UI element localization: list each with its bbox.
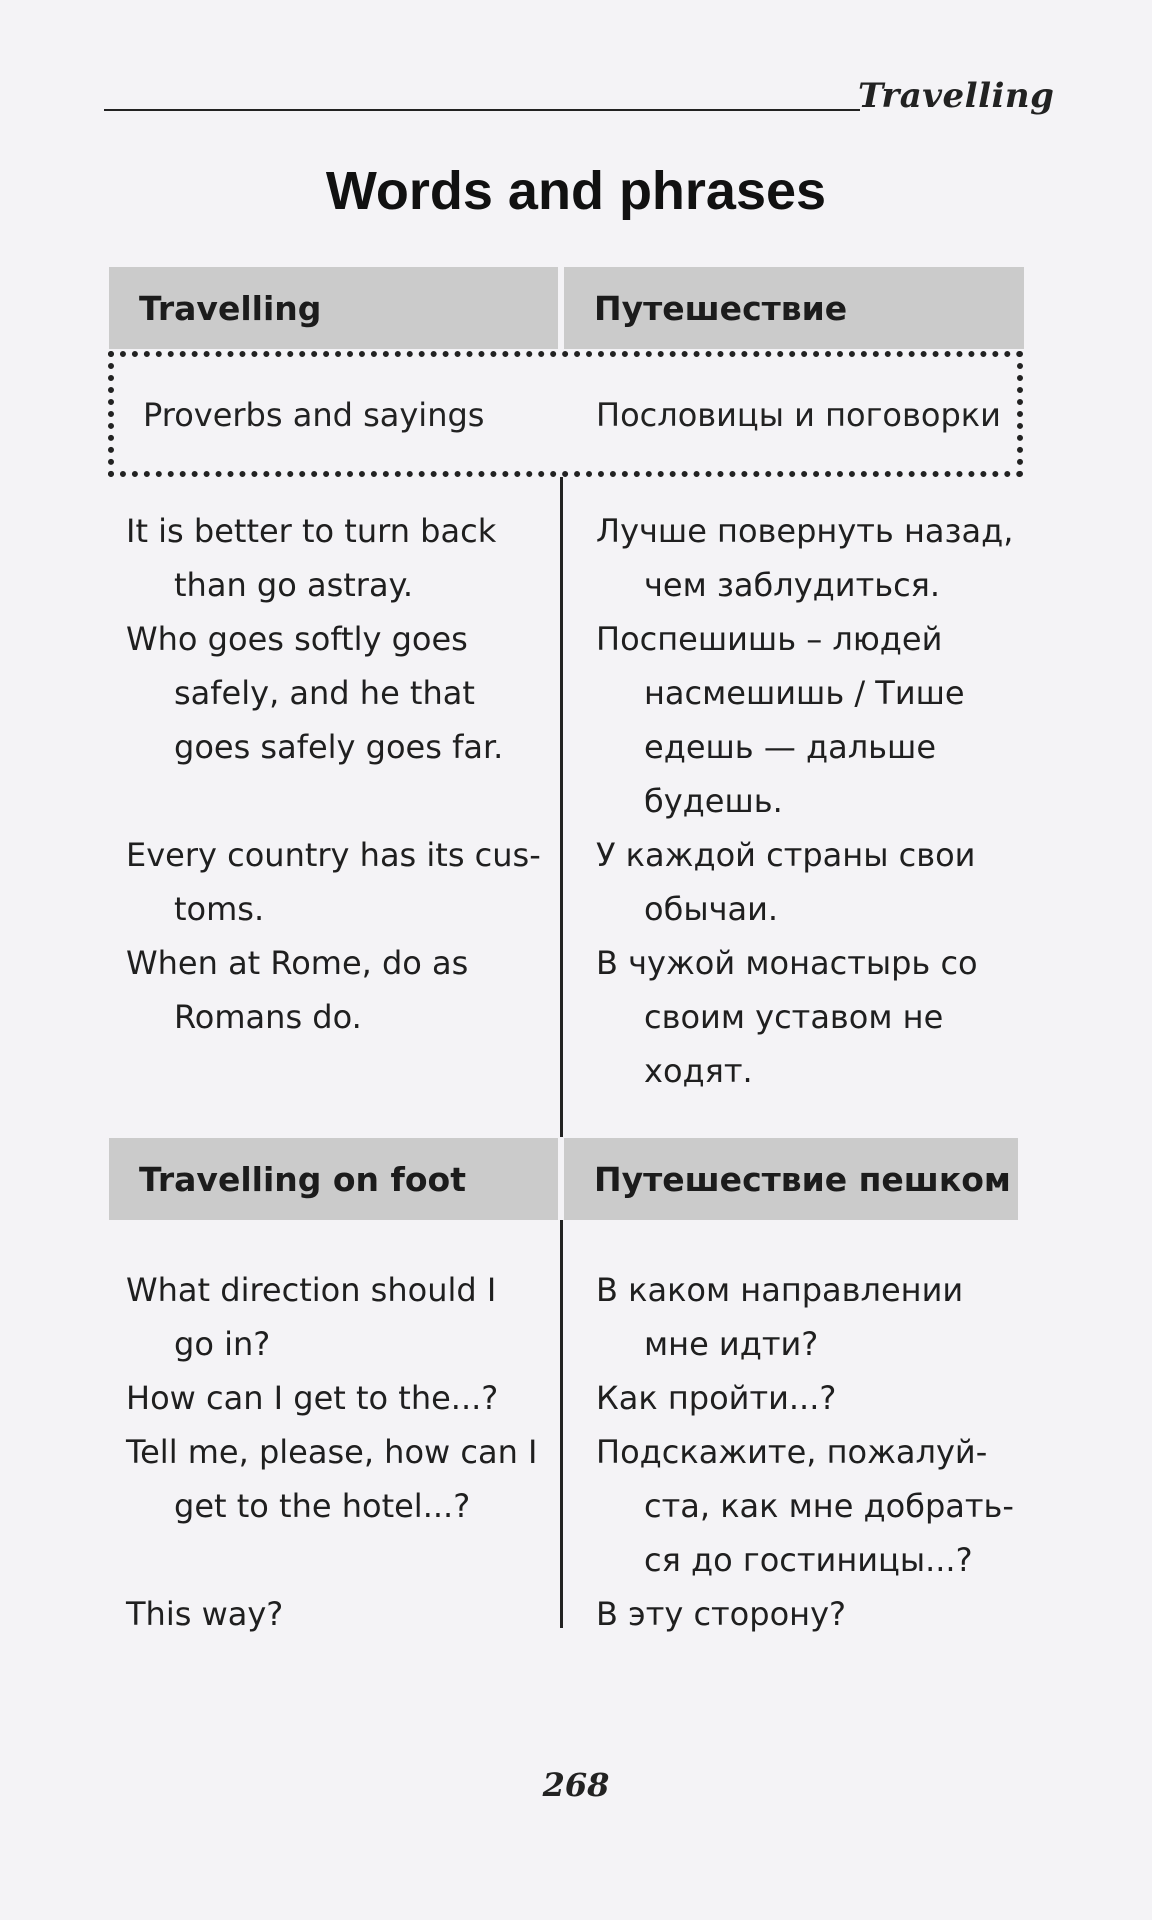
phrase-ru-2: Как пройти...?	[596, 1379, 837, 1417]
section2-header-ru: Путешествие пешком	[564, 1138, 1018, 1220]
proverb-ru-4: В чужой монастырь со своим уставом не ходят.	[596, 944, 978, 1090]
page-number: 268	[542, 1766, 610, 1804]
proverb-en-3: Every country has its cus-toms.	[126, 836, 541, 928]
proverb-en-2: Who goes softly goes safely, and he that goes safely goes far.	[126, 620, 504, 766]
subheader-ru: Пословицы и поговорки	[596, 396, 1001, 434]
column-divider-1	[560, 477, 563, 1137]
section2-header-en: Travelling on foot	[109, 1138, 558, 1220]
proverbs-ru-column	[596, 504, 1016, 1098]
section1-header-ru: Путешествие	[564, 267, 1024, 349]
proverb-ru-3: У каждой страны свои обычаи.	[596, 836, 976, 928]
phrase-en-4: This way?	[126, 1595, 284, 1633]
subheader-en: Proverbs and sayings	[143, 396, 485, 434]
proverbs-en-column	[126, 504, 546, 1044]
phrase-en-1: What direction should I go in?	[126, 1271, 497, 1363]
proverb-en-4: When at Rome, do as Romans do.	[126, 944, 469, 1036]
phrase-en-3: Tell me, please, how can I get to the hotel...?	[126, 1433, 538, 1525]
phrase-ru-1: В каком направлении мне идти?	[596, 1271, 964, 1363]
phrase-ru-3: Подскажите, пожалуй-ста, как мне добрать-ся до гостиницы...?	[596, 1433, 1014, 1579]
proverb-ru-1: Лучше повернуть назад, чем заблудиться.	[596, 512, 1014, 604]
phrases-ru-column	[596, 1263, 1016, 1641]
phrase-en-2: How can I get to the...?	[126, 1379, 499, 1417]
header-rule	[104, 109, 860, 111]
running-header: Travelling	[858, 76, 1055, 116]
page-title: Words and phrases	[325, 161, 827, 221]
phrases-en-column	[126, 1263, 546, 1641]
proverb-en-1: It is better to turn back than go astray.	[126, 512, 497, 604]
section1-header-en: Travelling	[109, 267, 558, 349]
column-divider-2	[560, 1220, 563, 1628]
phrase-ru-4: В эту сторону?	[596, 1595, 846, 1633]
proverb-ru-2: Поспешишь – людей насмешишь / Тише едешь — дальше будешь.	[596, 620, 965, 820]
